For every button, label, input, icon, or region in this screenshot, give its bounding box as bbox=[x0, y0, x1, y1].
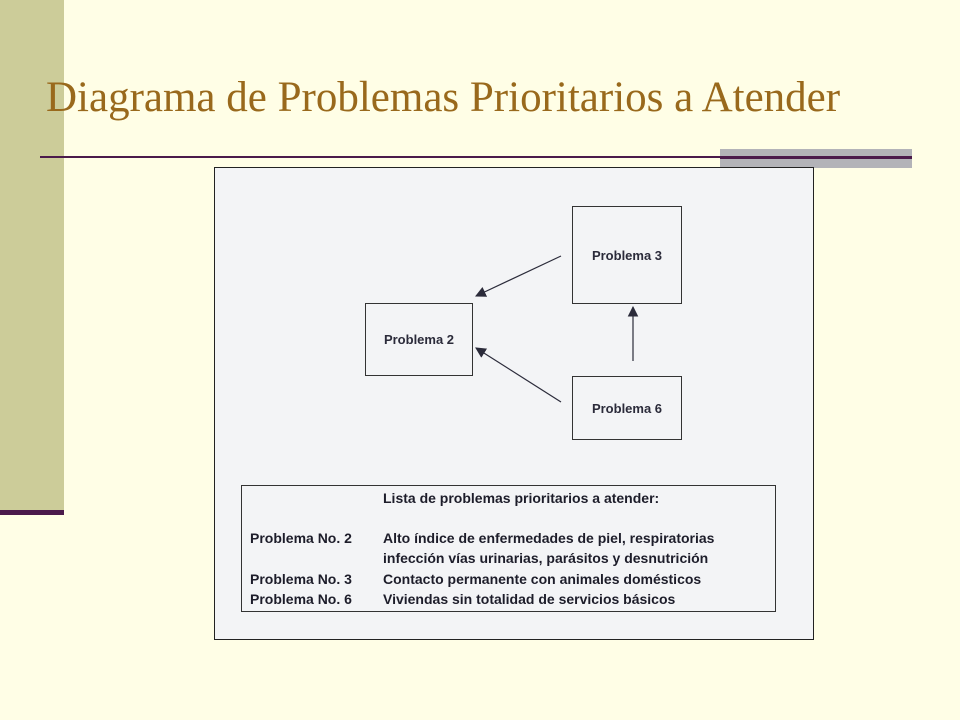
left-accent-underline bbox=[0, 510, 64, 515]
legend-row-label: Problema No. 6 bbox=[250, 591, 352, 607]
slide-title: Diagrama de Problemas Prioritarios a Atender bbox=[46, 74, 841, 121]
legend-row bbox=[242, 530, 775, 546]
diagram-figure bbox=[214, 167, 814, 640]
title-rule-accent-line bbox=[720, 156, 912, 159]
legend-row bbox=[242, 571, 775, 587]
legend-row-text: Viviendas sin totalidad de servicios básicos bbox=[383, 591, 676, 607]
arrow-problema3-to-problema2 bbox=[476, 256, 561, 296]
legend-row-label: Problema No. 3 bbox=[250, 571, 352, 587]
node-problema-3 bbox=[572, 206, 682, 304]
node-problema-6 bbox=[572, 376, 682, 440]
arrow-problema6-to-problema2 bbox=[476, 348, 561, 402]
node-problema-2 bbox=[365, 303, 473, 376]
legend-row-text: infección vías urinarias, parásitos y desnutrición bbox=[383, 550, 709, 566]
legend-row-label: Problema No. 2 bbox=[250, 530, 352, 546]
legend-row bbox=[242, 591, 775, 607]
legend-row-text: Alto índice de enfermedades de piel, respiratorias bbox=[383, 530, 715, 546]
priority-problems-list bbox=[241, 485, 776, 612]
node-problema-6-label: Problema 6 bbox=[591, 400, 663, 416]
node-problema-3-label: Problema 3 bbox=[591, 247, 663, 263]
node-problema-2-label: Problema 2 bbox=[383, 332, 455, 347]
legend-title: Lista de problemas prioritarios a atender: bbox=[383, 490, 660, 506]
legend-row bbox=[242, 550, 775, 566]
legend-row-text: Contacto permanente con animales domésticos bbox=[383, 571, 702, 587]
